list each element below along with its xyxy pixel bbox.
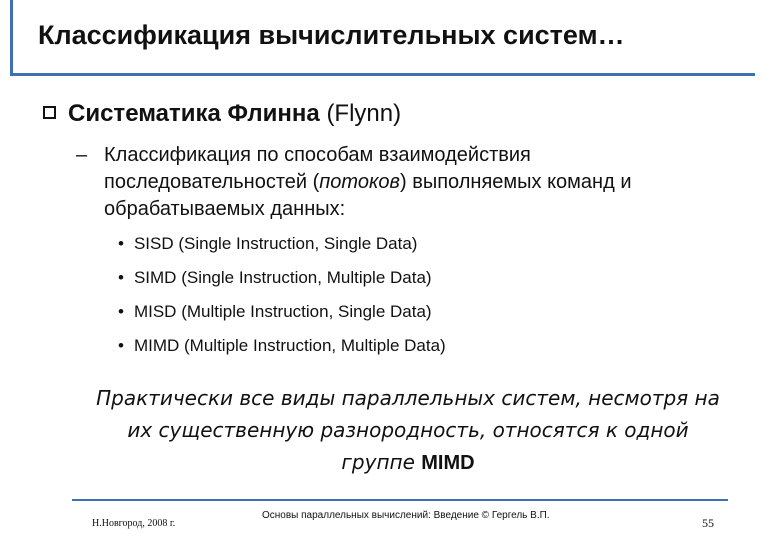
bullet-dot: • (118, 336, 124, 355)
footer-divider (72, 499, 728, 501)
list-item-simd (118, 268, 432, 288)
type-abbr: SIMD (133, 268, 177, 287)
subitem-text (104, 142, 736, 223)
square-bullet-icon (43, 106, 56, 119)
type-abbr: SISD (133, 234, 174, 253)
type-abbr: MISD (133, 302, 177, 321)
subitem-text-after: ) выполняемых команд и обрабатываемых данных: (104, 171, 632, 220)
bullet-dot: • (118, 302, 124, 321)
summary-text: Практически все виды параллельных систем, несмотря на их существенную разнородность, относятся к одной группе (96, 386, 720, 474)
title-accent-bar-bottom (10, 73, 755, 76)
bullet-dot: • (118, 268, 124, 287)
dash-bullet: – (76, 144, 88, 166)
type-desc: (Multiple Instruction, Multiple Data) (184, 336, 446, 355)
heading-bold: Систематика Флинна (68, 100, 320, 127)
summary-emphasis: MIMD (421, 452, 475, 474)
list-item-sisd (118, 234, 417, 254)
summary-conclusion (88, 382, 728, 479)
type-desc: (Single Instruction, Single Data) (178, 234, 418, 253)
heading-flynn (43, 100, 401, 128)
type-desc: (Single Instruction, Multiple Data) (181, 268, 432, 287)
footer-course-author: Основы параллельных вычислений: Введение © Гергель В.П. (262, 510, 550, 521)
bullet-dot: • (118, 234, 124, 253)
list-item-misd (118, 302, 432, 322)
page-number: 55 (702, 516, 714, 530)
type-abbr: MIMD (133, 336, 180, 355)
footer-location-date: Н.Новгород, 2008 г. (92, 518, 176, 529)
subitem-classification (76, 142, 736, 223)
slide-title: Классификация вычислительных систем… (38, 20, 625, 50)
subitem-text-italic: потоков (319, 171, 400, 193)
subitem-text-before: Классификация по способам взаимодействия последовательностей ( (104, 144, 531, 193)
list-item-mimd (118, 336, 446, 356)
heading-normal: (Flynn) (326, 100, 402, 127)
title-accent-bar-left (10, 0, 13, 76)
type-desc: (Multiple Instruction, Single Data) (181, 302, 432, 321)
